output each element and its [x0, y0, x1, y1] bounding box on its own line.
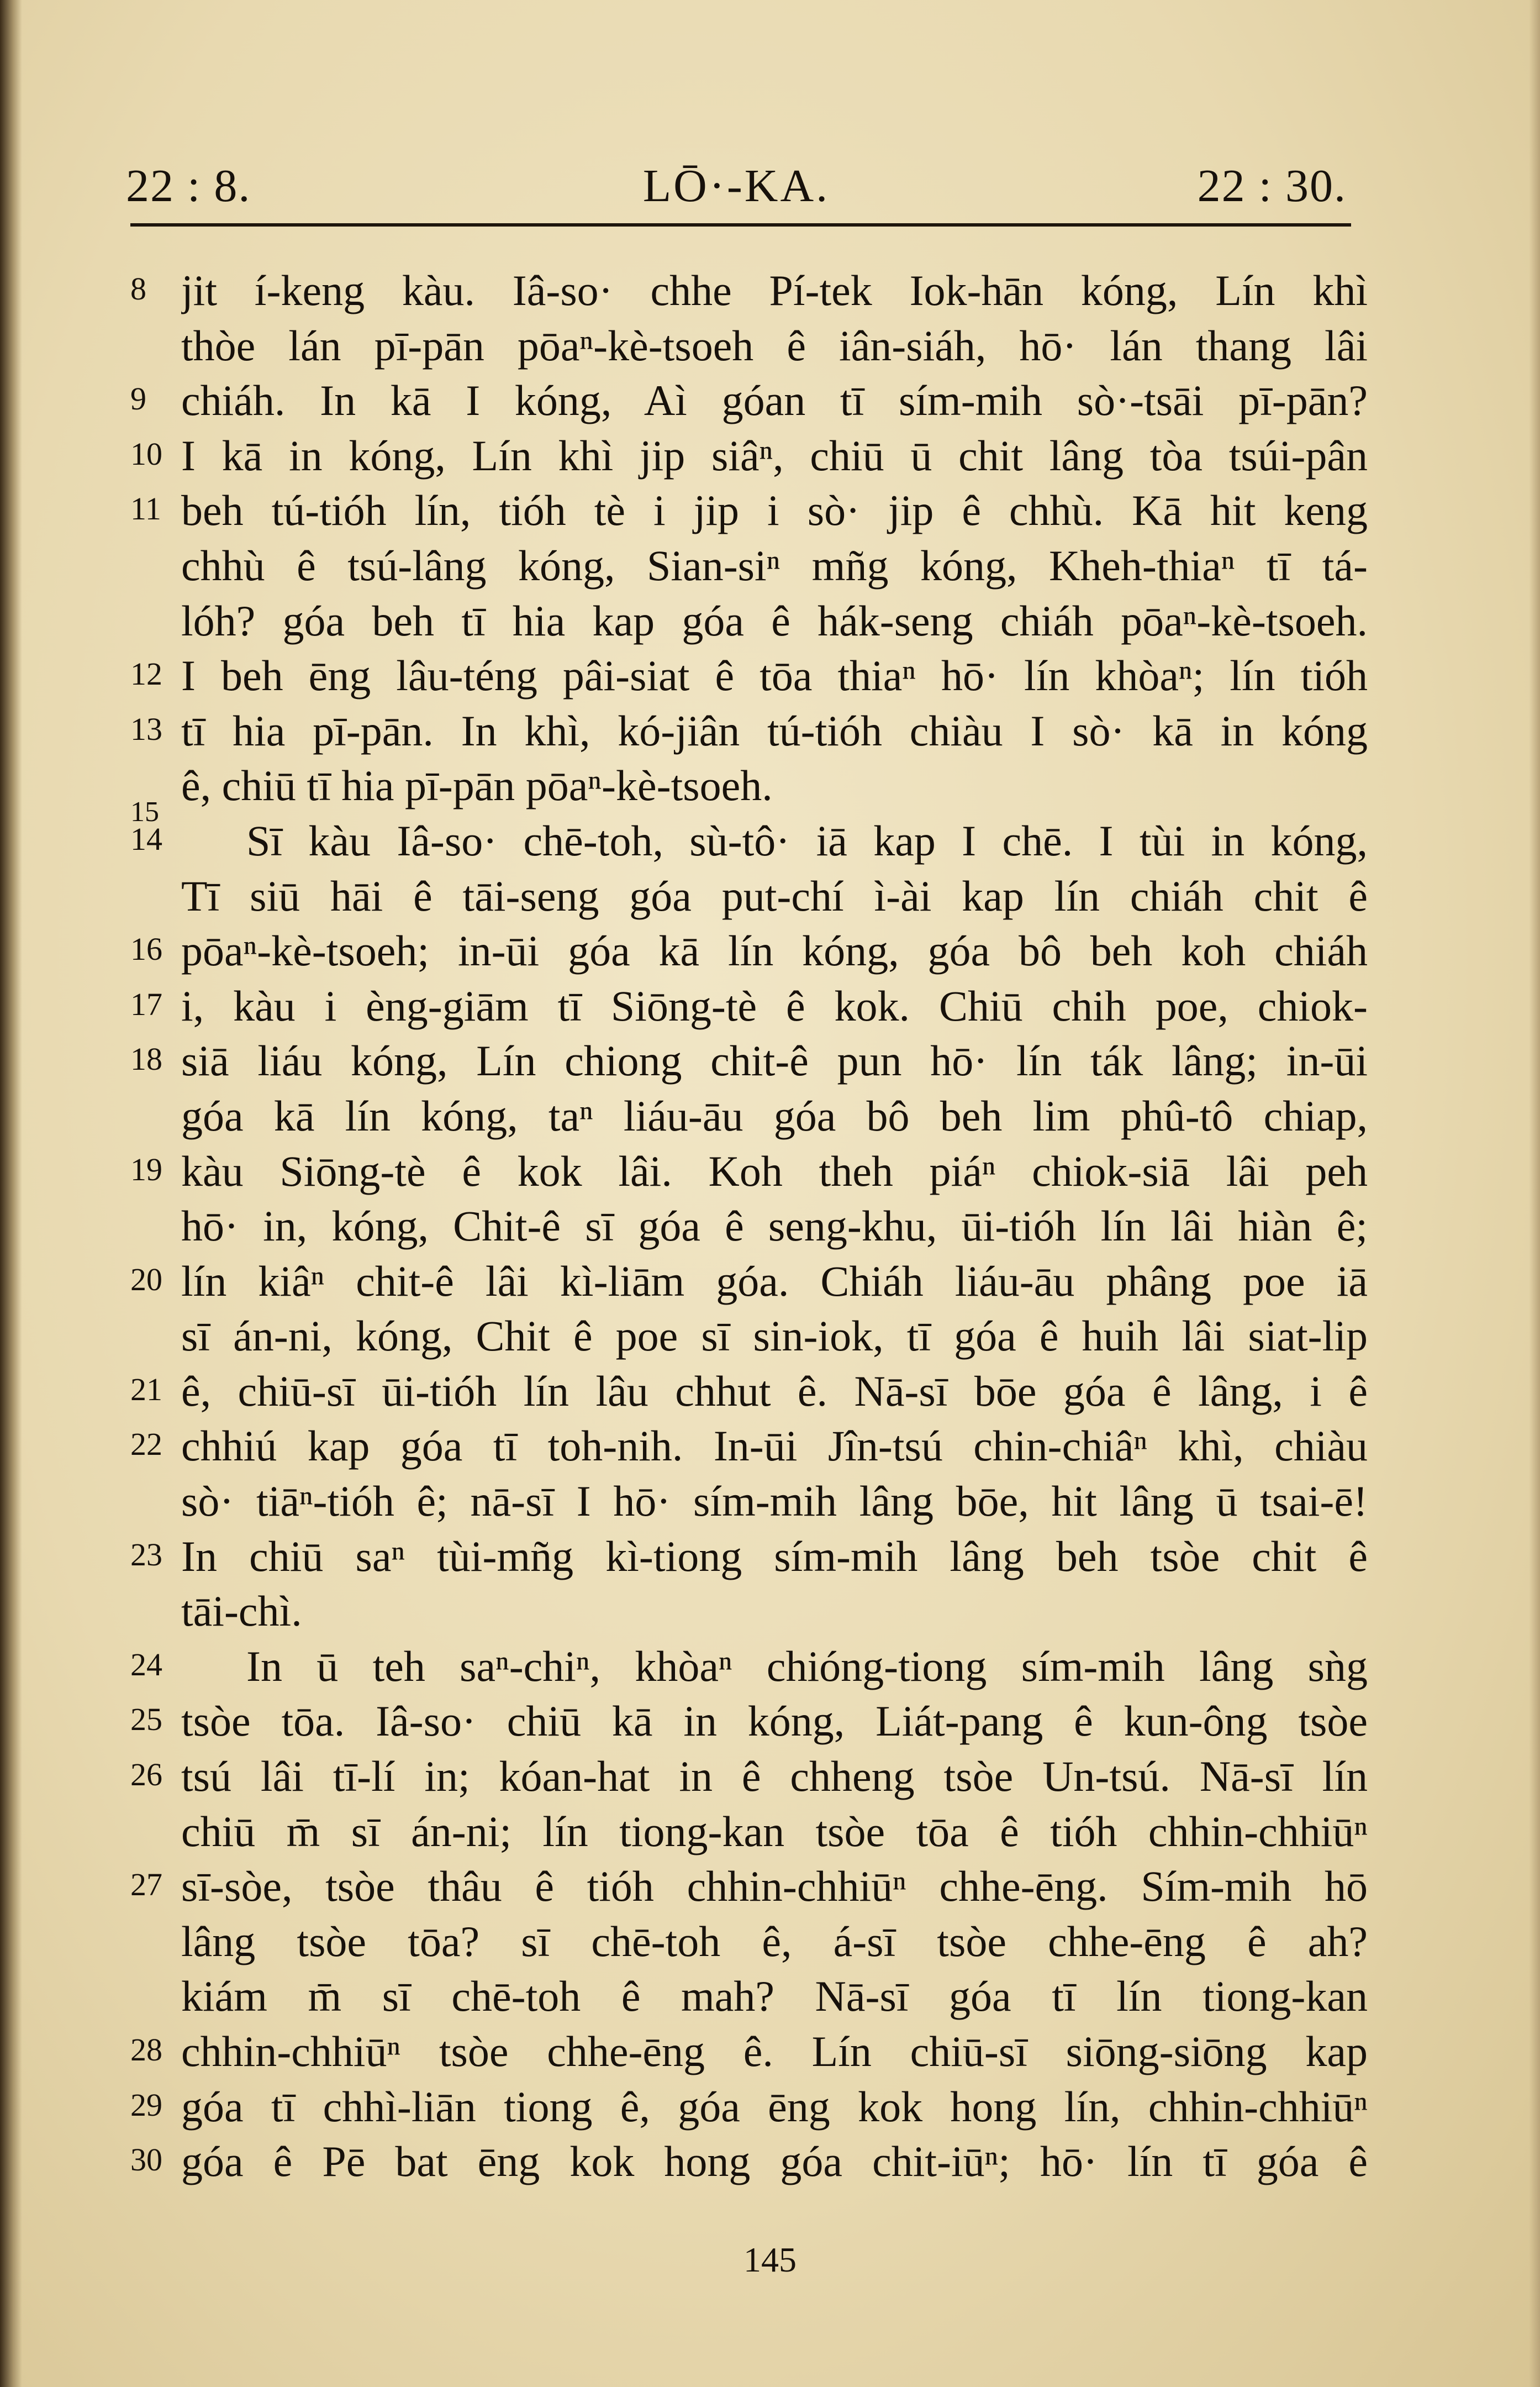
line-text: pōaⁿ-kè-tsoeh; in-ūi góa kā lín kóng, góa bô beh koh chiáh	[181, 927, 1368, 975]
text-line	[130, 1034, 1368, 1090]
text-line	[130, 1310, 1368, 1365]
text-line	[130, 1475, 1368, 1530]
line-text: beh tú-tióh lín, tióh tè i jip i sò· jip ê chhù. Kā hit keng	[181, 486, 1368, 535]
text-line	[130, 1200, 1368, 1255]
line-text: tī hia pī-pān. In khì, kó-jiân tú-tióh chiàu I sò· kā in kóng	[181, 706, 1368, 755]
text-line	[130, 539, 1368, 595]
text-line	[130, 595, 1368, 650]
text-line	[130, 1530, 1368, 1585]
line-text: jit í-keng kàu. Iâ-so· chhe Pí-tek Iok-hān kóng, Lín khì	[181, 266, 1368, 314]
verse-number: 30	[130, 2142, 162, 2178]
text-line	[130, 2080, 1368, 2136]
text-line	[130, 1695, 1368, 1750]
line-text: Sī kàu Iâ-so· chē-toh, sù-tô· iā kap I chē. I tùi in kóng,	[246, 816, 1368, 865]
line-text: In ū teh saⁿ-chiⁿ, khòaⁿ chióng-tiong sím-mih lâng sǹg	[246, 1642, 1368, 1690]
text-line	[130, 1585, 1368, 1640]
text-line	[130, 1090, 1368, 1145]
line-text: thòe lán pī-pān pōaⁿ-kè-tsoeh ê iân-siáh, hō· lán thang lâi	[181, 321, 1368, 370]
text-line	[130, 264, 1368, 319]
line-text: ê, chiū tī hia pī-pān pōaⁿ-kè-tsoeh.	[181, 761, 773, 810]
text-line	[130, 2025, 1368, 2080]
text-line	[130, 1750, 1368, 1805]
verse-number: 11	[130, 491, 161, 527]
verse-number: 17	[130, 986, 162, 1022]
line-text: kàu Siōng-tè ê kok lâi. Koh theh piáⁿ chiok-siā lâi peh	[181, 1147, 1368, 1195]
running-header	[126, 156, 1347, 222]
line-text: góa kā lín kóng, taⁿ liáu-āu góa bô beh lim phû-tô chiap,	[181, 1091, 1368, 1140]
text-line	[130, 1365, 1368, 1420]
line-text: góa ê Pē bat ēng kok hong góa chit-iūⁿ; hō· lín tī góa ê	[181, 2137, 1368, 2186]
text-line	[130, 980, 1368, 1035]
line-text: chhù ê tsú-lâng kóng, Sian-siⁿ mñg kóng, Kheh-thiaⁿ tī tá-	[181, 541, 1368, 590]
verse-number: 23	[130, 1536, 162, 1573]
line-text: chiáh. In kā I kóng, Aì góan tī sím-mih sò·-tsāi pī-pān?	[181, 376, 1368, 425]
line-text: sò· tiāⁿ-tióh ê; nā-sī I hō· sím-mih lâng bōe, hit lâng ū tsai-ē!	[181, 1477, 1368, 1526]
line-text: lín kiâⁿ chit-ê lâi kì-liām góa. Chiáh liáu-āu phâng poe iā	[181, 1256, 1368, 1305]
verse-number: 12	[130, 656, 162, 692]
line-text: ê, chiū-sī ūi-tióh lín lâu chhut ê. Nā-sī bōe góa ê lâng, i ê	[181, 1366, 1368, 1415]
line-text: In chiū saⁿ tùi-mñg kì-tiong sím-mih lâng beh tsòe chit ê	[181, 1532, 1368, 1580]
text-line	[130, 429, 1368, 485]
header-rule	[130, 223, 1351, 227]
text-line	[130, 1915, 1368, 1970]
page-gutter	[0, 0, 22, 2387]
text-line	[130, 484, 1368, 539]
line-text: chhin-chhiūⁿ tsòe chhe-ēng ê. Lín chiū-sī siōng-siōng kap	[181, 2027, 1368, 2075]
verse-number: 26	[130, 1757, 162, 1793]
line-text: sī-sòe, tsòe thâu ê tióh chhin-chhiūⁿ chhe-ēng. Sím-mih hō	[181, 1862, 1368, 1911]
header-verse-end: 22 : 30.	[1197, 160, 1347, 212]
line-text: Tī siū hāi ê tāi-seng góa put-chí ì-ài kap lín chiáh chit ê	[181, 871, 1368, 920]
verse-number: 24	[130, 1646, 162, 1683]
verse-number: 29	[130, 2086, 162, 2123]
verse-number: 8	[130, 271, 146, 307]
text-line	[130, 1640, 1368, 1695]
line-text: chhiú kap góa tī toh-nih. In-ūi Jîn-tsú chin-chiâⁿ khì, chiàu	[181, 1422, 1368, 1470]
text-line	[130, 1970, 1368, 2025]
page-edge	[1529, 0, 1540, 2387]
line-text: kiám m̄ sī chē-toh ê mah? Nā-sī góa tī lín tiong-kan	[181, 1972, 1368, 2021]
text-line	[130, 319, 1368, 375]
line-text: sī án-ni, kóng, Chit ê poe sī sin-iok, tī góa ê huih lâi siat-lip	[181, 1312, 1368, 1360]
page-number: 145	[743, 2240, 797, 2279]
verse-number: 16	[130, 931, 162, 968]
verse-number: 9	[130, 381, 146, 417]
line-text: tsú lâi tī-lí in; kóan-hat in ê chheng tsòe Un-tsú. Nā-sī lín	[181, 1752, 1368, 1801]
text-line	[130, 924, 1368, 980]
text-line	[130, 1255, 1368, 1310]
text-line	[130, 1145, 1368, 1200]
verse-number: 19	[130, 1151, 162, 1187]
verse-number: 18	[130, 1041, 162, 1077]
text-line	[130, 796, 1368, 870]
verse-number: 10	[130, 435, 162, 472]
line-text: lóh? góa beh tī hia kap góa ê hák-seng chiáh pōaⁿ-kè-tsoeh.	[181, 596, 1368, 645]
text-line	[130, 704, 1368, 760]
text-line	[130, 2135, 1368, 2190]
line-text: chiū m̄ sī án-ni; lín tiong-kan tsòe tōa ê tióh chhin-chhiūⁿ	[181, 1807, 1368, 1855]
line-text: I kā in kóng, Lín khì jip siâⁿ, chiū ū chit lâng tòa tsúi-pân	[181, 431, 1368, 480]
header-title: LŌ·-KA.	[642, 160, 830, 212]
text-line	[130, 649, 1368, 704]
line-text: hō· in, kóng, Chit-ê sī góa ê seng-khu, ūi-tióh lín lâi hiàn ê;	[181, 1202, 1368, 1250]
verse-number: 25	[130, 1701, 162, 1738]
verse-number: 22	[130, 1426, 162, 1463]
line-text: I beh ēng lâu-téng pâi-siat ê tōa thiaⁿ hō· lín khòaⁿ; lín tióh	[181, 651, 1368, 700]
text-line	[130, 870, 1368, 925]
text-line	[130, 374, 1368, 429]
line-text: góa tī chhì-liān tiong ê, góa ēng kok hong lín, chhin-chhiūⁿ	[181, 2082, 1368, 2131]
line-text: siā liáu kóng, Lín chiong chit-ê pun hō· lín ták lâng; in-ūi	[181, 1037, 1368, 1085]
line-text: tsòe tōa. Iâ-so· chiū kā in kóng, Liát-pang ê kun-ông tsòe	[181, 1697, 1368, 1745]
verse-number: 14	[130, 821, 162, 857]
verse-number: 21	[130, 1371, 162, 1407]
verse-number: 28	[130, 2032, 162, 2068]
text-line	[130, 1805, 1368, 1860]
line-text: lâng tsòe tōa? sī chē-toh ê, á-sī tsòe chhe-ēng ê ah?	[181, 1917, 1368, 1965]
text-line	[130, 1419, 1368, 1475]
verse-number: 13	[130, 711, 162, 747]
text-line	[130, 759, 1368, 814]
text-body	[130, 264, 1368, 2190]
verse-number: 20	[130, 1261, 162, 1297]
verse-number: 27	[130, 1867, 162, 1903]
verse-number: 15	[130, 796, 159, 828]
line-text: tāi-chì.	[181, 1587, 302, 1636]
header-verse-start: 22 : 8.	[126, 160, 251, 212]
text-line	[130, 1860, 1368, 1915]
line-text: i, kàu i èng-giām tī Siōng-tè ê kok. Chiū chih poe, chiok-	[181, 981, 1368, 1030]
